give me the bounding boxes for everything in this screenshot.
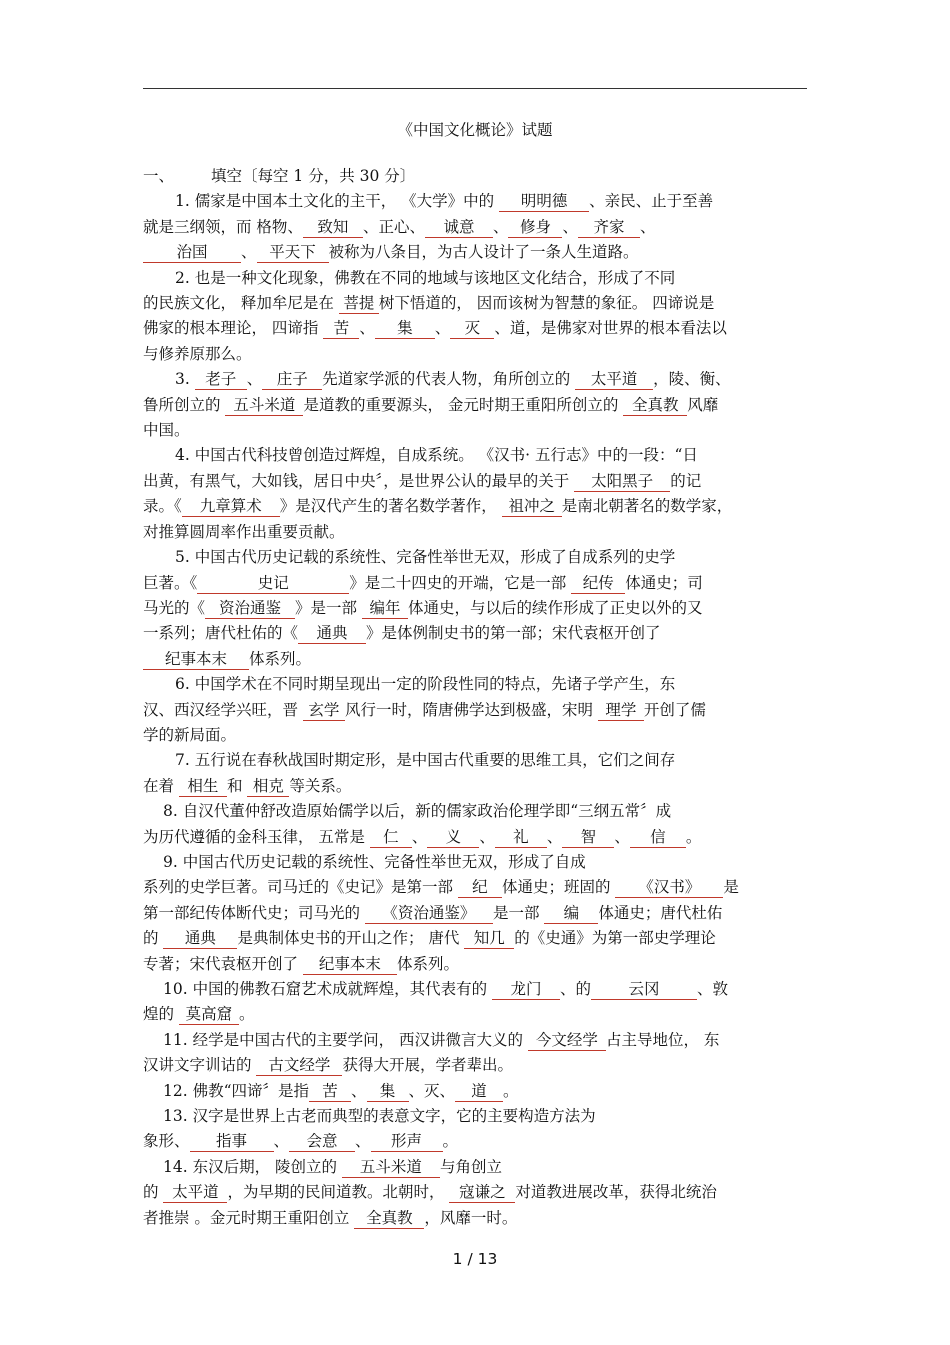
text-line (143, 240, 807, 265)
text-segment: 体通史，与以后的续作形成了正史以外的又 (407, 598, 703, 617)
text-segment: 、灭、 (408, 1081, 456, 1100)
text-segment: 12. 佛教“四谛〞是指 (163, 1081, 310, 1100)
text-segment: 等关系。 (289, 776, 352, 795)
answer-blank: 相克 (247, 777, 289, 797)
text-segment: 体系列。 (249, 649, 312, 668)
answer-blank: 全真教 (623, 396, 687, 416)
text-segment: ，为早期的民间道教。北朝时， (227, 1183, 450, 1202)
text-segment: 是道教的重要源头， 金元时期王重阳所创立的 (303, 395, 624, 414)
text-segment: 煌的 (143, 1005, 179, 1024)
text-segment: 与修养原那么。 (143, 344, 252, 363)
answer-blank: 纪 (458, 878, 502, 898)
answer-blank: 龙门 (492, 980, 560, 1000)
text-segment: 3. (175, 370, 195, 389)
page-number: 1 / 13 (452, 1250, 498, 1268)
answer-blank: 祖冲之 (502, 497, 562, 517)
text-segment: 占主导地位， 东 (605, 1030, 720, 1049)
text-segment: 、的 (560, 980, 592, 998)
text-segment: 6. 中国学术在不同时期呈现出一定的阶段性同的特点，先诸子学产生，东 (175, 675, 676, 694)
text-segment: 、 (562, 217, 578, 236)
answer-blank: 相生 (179, 777, 227, 797)
answer-blank: 资治通鉴 (205, 599, 295, 619)
answer-blank: 云冈 (591, 980, 697, 1000)
answer-blank: 集 (375, 319, 435, 339)
text-segment: 、正心、 (362, 217, 425, 236)
text-segment: 、 (546, 827, 563, 846)
section-heading (143, 164, 807, 189)
text-line (143, 825, 807, 850)
text-line (143, 545, 807, 570)
text-segment: 者推崇 。金元时期王重阳创立 (143, 1208, 355, 1227)
text-line (143, 672, 807, 697)
text-segment: 4. 中国古代科技曾创造过辉煌，自成系统。 《汉书· 五行志》中的一段：“日 (175, 446, 698, 465)
text-segment: 风靡 (687, 395, 719, 414)
text-segment: 一系列；唐代杜佑的《 (143, 624, 299, 643)
text-line (143, 1206, 807, 1231)
text-line (143, 189, 807, 214)
answer-blank: 理学 (598, 701, 644, 721)
text-segment: 的民族文化， 释加牟尼是在 (143, 294, 339, 313)
answer-blank: 五斗米道 (225, 396, 303, 416)
answer-blank: 仁 (370, 828, 412, 848)
text-segment: 、 (639, 217, 656, 236)
text-segment: 》是汉代产生的著名数学著作， (279, 497, 502, 516)
text-segment: 系列的史学巨著。司马迁的《史记》是第一部 (143, 878, 458, 897)
text-segment: 是 (723, 878, 739, 897)
text-segment: 巨著。《 (143, 573, 198, 592)
text-segment: 、敦 (697, 980, 729, 998)
header-rule (143, 88, 807, 89)
text-segment: 2. 也是一种文化现象，佛教在不同的地域与该地区文化结合，形成了不同 (175, 268, 676, 287)
text-segment: 录。《 (143, 497, 182, 516)
answer-blank: 今文经学 (528, 1031, 606, 1051)
text-line (143, 1180, 807, 1205)
text-segment: 鲁所创立的 (143, 395, 226, 414)
text-segment: 是南北朝著名的数学家， (561, 497, 733, 516)
answer-blank: 知几 (464, 929, 514, 949)
text-segment: 是典制体史书的开山之作； 唐代 (237, 929, 465, 948)
text-line (143, 1028, 807, 1053)
text-line (143, 926, 807, 951)
text-line (143, 952, 807, 977)
text-line (143, 647, 807, 672)
text-segment: 7. 五行说在春秋战国时期定形，是中国古代重要的思维工具，它们之间存 (175, 751, 676, 770)
text-line (143, 469, 807, 494)
answer-blank: 义 (427, 828, 479, 848)
page-title: 《中国文化概论》试题 (397, 121, 553, 139)
text-line (143, 850, 807, 875)
text-line (143, 723, 807, 748)
answer-blank: 致知 (303, 218, 363, 238)
text-line (143, 1079, 807, 1104)
text-segment: ，风靡一时。 (424, 1208, 518, 1227)
answer-blank: 指事 (190, 1132, 274, 1152)
text-line (143, 342, 807, 367)
text-line (143, 1155, 807, 1180)
text-segment: 、 (614, 827, 630, 846)
text-segment: 。 (442, 1132, 459, 1151)
text-line (143, 367, 807, 392)
answer-blank: 道 (455, 1082, 503, 1102)
answer-blank: 修身 (508, 218, 562, 238)
answer-blank: 治国 (143, 243, 241, 263)
text-segment: 专著；宋代袁枢开创了 (143, 954, 303, 973)
text-segment: 、 (241, 243, 257, 262)
text-segment: 为历代遵循的金科玉律， 五常是 (143, 827, 370, 846)
text-segment: 佛家的根本理论， 四谛指 (143, 319, 324, 338)
text-line (143, 215, 807, 240)
answer-blank: 太平道 (575, 370, 653, 390)
text-segment: 、 (273, 1132, 290, 1151)
text-segment: ，陵、衡、 (653, 370, 731, 389)
text-segment: 就是三纲领，而 格物、 (143, 217, 303, 236)
text-segment: 、 (479, 827, 495, 846)
answer-blank: 纪事本末 (143, 650, 249, 670)
answer-blank: 纪事本末 (303, 955, 397, 975)
text-segment: 是一部 (492, 903, 545, 922)
text-line (143, 494, 807, 519)
answer-blank: 齐家 (578, 218, 640, 238)
text-segment: 体通史；司 (625, 573, 703, 592)
answer-blank: 老子 (195, 370, 247, 390)
text-segment: 第一部纪传体断代史；司马光的 (143, 903, 365, 922)
text-segment: 、 (411, 827, 428, 846)
answer-blank: 形声 (371, 1132, 443, 1152)
text-segment: 、 (246, 370, 263, 389)
text-line (143, 698, 807, 723)
answer-blank: 《资治通鉴》 (365, 904, 493, 924)
answer-blank: 古文经学 (256, 1056, 342, 1076)
text-line (143, 316, 807, 341)
answer-blank: 纪传 (571, 574, 625, 594)
answer-blank: 庄子 (262, 370, 322, 390)
answer-blank: 全真教 (354, 1209, 424, 1229)
question-body (143, 164, 807, 1231)
text-line (143, 520, 807, 545)
text-segment: 开创了儒 (643, 700, 706, 719)
text-segment: 5. 中国古代历史记载的系统性、完备性举世无双，形成了自成系列的史学 (175, 548, 676, 567)
text-segment: 体通史；唐代杜佑 (598, 903, 723, 922)
answer-blank: 会意 (289, 1132, 355, 1152)
text-line (143, 1129, 807, 1154)
text-line (143, 571, 807, 596)
answer-blank: 苦 (323, 319, 359, 339)
text-line (143, 291, 807, 316)
answer-blank: 莫高窟 (179, 1005, 239, 1025)
text-segment: 的 (143, 929, 164, 948)
text-segment: 的记 (670, 471, 702, 490)
text-segment: 8. 自汉代董仲舒改造原始儒学以后，新的儒家政治伦理学即“三纲五常〞成 (163, 802, 672, 821)
text-segment: 》是二十四史的开端，它是一部 (349, 573, 572, 592)
text-segment: 》是一部 (295, 598, 362, 617)
text-segment: 马光的《 (143, 598, 206, 617)
answer-blank: 平天下 (257, 243, 329, 263)
text-segment: 体系列。 (396, 954, 459, 973)
answer-blank: 编 (544, 904, 598, 924)
text-line (143, 393, 807, 418)
text-segment: 、 (351, 1081, 367, 1100)
answer-blank: 编年 (362, 599, 408, 619)
text-line (143, 875, 807, 900)
answer-blank: 集 (367, 1082, 409, 1102)
answer-blank: 信 (630, 828, 686, 848)
text-segment: 对道教进展改革，获得北统治 (515, 1183, 717, 1202)
text-segment: 树下悟道的， 因而该树为智慧的象征。 四谛说是 (378, 294, 715, 313)
text-segment: 被称为八条目，为古人设计了一条人生道路。 (328, 243, 639, 262)
text-segment: 先道家学派的代表人物，角所创立的 (322, 370, 576, 389)
text-segment: 中国。 (143, 421, 190, 440)
text-segment: 体通史；班固的 (501, 878, 616, 897)
text-line (143, 799, 807, 824)
text-line (143, 1104, 807, 1129)
text-segment: 、 (359, 319, 375, 338)
text-line (143, 418, 807, 443)
answer-blank: 灭 (450, 319, 494, 339)
text-line (143, 901, 807, 926)
answer-blank: 智 (562, 828, 614, 848)
answer-blank: 九章算术 (182, 497, 280, 517)
text-line (143, 443, 807, 468)
section-title: 填空〔每空 1 分，共 30 分〕 (211, 167, 416, 185)
answer-blank: 史记 (197, 574, 349, 594)
text-segment: 出黄，有黑气，大如钱，居日中央〞，是世界公认的最早的关于 (143, 471, 575, 490)
text-line (143, 774, 807, 799)
answer-blank: 太阳黑子 (574, 472, 670, 492)
answer-blank: 明明德 (499, 192, 589, 212)
text-line (143, 748, 807, 773)
answer-blank: 菩提 (339, 294, 379, 314)
text-segment: 对推算圆周率作出重要贡献。 (143, 522, 345, 541)
text-segment: 》是体例制史书的第一部；宋代袁枢开创了 (366, 624, 661, 643)
text-segment: 11. 经学是中国古代的主要学问， 西汉讲微言大义的 (163, 1030, 528, 1049)
answer-blank: 太平道 (163, 1183, 227, 1203)
text-segment: 14. 东汉后期， 陵创立的 (163, 1157, 342, 1176)
text-line (143, 266, 807, 291)
text-segment: 。 (685, 827, 702, 846)
text-segment: 9. 中国古代历史记载的系统性、完备性举世无双，形成了自成 (163, 852, 586, 871)
text-segment: 、道，是佛家对世界的根本看法以 (494, 319, 727, 338)
text-segment: 获得大开展，学者辈出。 (342, 1056, 513, 1075)
section-number: 一、 (143, 167, 175, 185)
text-segment: 在着 (143, 776, 179, 795)
answer-blank: 通典 (298, 624, 366, 644)
text-segment: 、 (492, 217, 509, 236)
question-lines (143, 189, 807, 1231)
text-line (143, 1053, 807, 1078)
text-line (143, 621, 807, 646)
text-segment: 和 (226, 776, 248, 795)
text-segment: 13. 汉字是世界上古老而典型的表意文字，它的主要构造方法为 (163, 1107, 596, 1126)
answer-blank: 诚意 (425, 218, 493, 238)
text-segment: 。 (503, 1081, 519, 1100)
text-segment: 、 (355, 1132, 371, 1151)
text-segment: 、 (434, 319, 451, 338)
text-segment: 10. 中国的佛教石窟艺术成就辉煌，其代表有的 (163, 980, 493, 998)
text-segment: 。 (238, 1005, 255, 1024)
text-segment: 与角创立 (439, 1157, 502, 1176)
answer-blank: 礼 (495, 828, 547, 848)
answer-blank: 通典 (163, 929, 237, 949)
answer-blank: 玄学 (303, 701, 345, 721)
answer-blank: 五斗米道 (342, 1158, 440, 1178)
text-segment: 1. 儒家是中国本土文化的主干， 《大学》中的 (175, 192, 500, 211)
text-line (143, 596, 807, 621)
text-segment: 象形、 (143, 1132, 190, 1151)
text-segment: 的 (143, 1183, 164, 1202)
answer-blank: 苦 (309, 1082, 351, 1102)
text-segment: 汉、西汉经学兴旺，晋 (143, 700, 303, 719)
text-segment: 风行一时，隋唐佛学达到极盛，宋明 (344, 700, 598, 719)
text-segment: 的《史通》为第一部史学理论 (514, 929, 716, 948)
text-segment: 、亲民、止于至善 (589, 192, 714, 211)
answer-blank: 寇谦之 (449, 1183, 515, 1203)
answer-blank: 《汉书》 (615, 878, 723, 898)
text-segment: 汉讲文字训诂的 (143, 1056, 257, 1075)
text-segment: 学的新局面。 (143, 725, 237, 744)
text-line (143, 1002, 807, 1027)
text-line (143, 977, 807, 1002)
